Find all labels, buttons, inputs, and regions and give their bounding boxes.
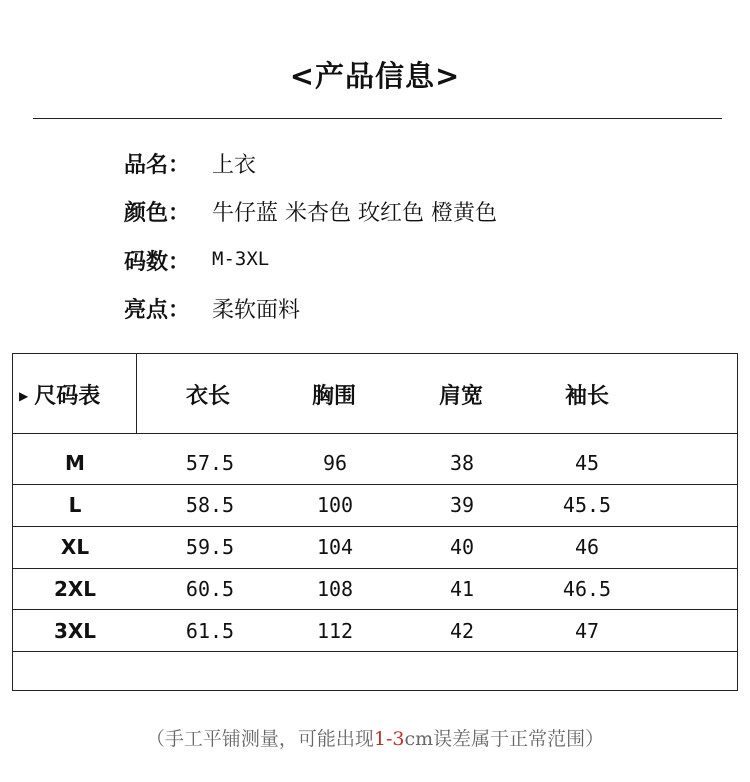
length-cell: 58.5 <box>185 493 235 517</box>
size-table-title <box>19 379 100 410</box>
size-value: M-3XL <box>212 248 270 270</box>
sleeve-cell: 47 <box>574 619 600 643</box>
size-label: 码数： <box>124 250 191 275</box>
chest-cell: 104 <box>316 535 354 559</box>
note-suffix: cm误差属于正常范围） <box>404 728 605 750</box>
size-table <box>12 353 738 691</box>
chest-cell: 96 <box>322 451 348 475</box>
row-divider <box>13 433 737 434</box>
col-header-length: 衣长 <box>185 384 230 409</box>
col-header-shoulder: 肩宽 <box>438 384 483 409</box>
highlight-value: 柔软面料 <box>212 298 301 323</box>
size-cell: XL <box>60 535 90 559</box>
name-label: 品名： <box>124 153 191 178</box>
chest-cell: 112 <box>316 619 354 643</box>
col-header-sleeve: 袖长 <box>564 384 609 409</box>
note-prefix: （手工平铺测量，可能出现 <box>145 728 374 750</box>
page-title: <产品信息> <box>289 59 461 93</box>
chest-cell: 100 <box>316 493 354 517</box>
size-cell: M <box>65 451 85 475</box>
color-label: 颜色： <box>124 201 191 226</box>
shoulder-cell: 41 <box>449 577 475 601</box>
color-value: 牛仔蓝 米杏色 玫红色 橙黄色 <box>212 201 497 226</box>
shoulder-cell: 39 <box>449 493 475 517</box>
size-cell: 2XL <box>53 577 97 601</box>
length-cell: 60.5 <box>185 577 235 601</box>
shoulder-cell: 38 <box>449 451 475 475</box>
length-cell: 59.5 <box>185 535 235 559</box>
col-header-chest: 胸围 <box>311 384 356 409</box>
row-divider <box>13 568 737 569</box>
header-divider <box>136 354 137 433</box>
size-cell: 3XL <box>53 619 97 643</box>
sleeve-cell: 45.5 <box>562 493 612 517</box>
note-range: 1-3 <box>373 728 405 750</box>
title-divider <box>33 118 722 119</box>
measurement-note <box>0 724 750 751</box>
sleeve-cell: 46.5 <box>562 577 612 601</box>
row-divider <box>13 609 737 610</box>
sleeve-cell: 45 <box>574 451 600 475</box>
size-cell: L <box>68 493 82 517</box>
row-divider <box>13 651 737 652</box>
shoulder-cell: 42 <box>449 619 475 643</box>
triangle-icon: ▶ <box>19 389 29 403</box>
name-value: 上衣 <box>212 153 257 178</box>
highlight-label: 亮点： <box>124 298 191 323</box>
length-cell: 61.5 <box>185 619 235 643</box>
size-table-title-text: 尺码表 <box>34 384 101 409</box>
length-cell: 57.5 <box>185 451 235 475</box>
row-divider <box>13 484 737 485</box>
shoulder-cell: 40 <box>449 535 475 559</box>
sleeve-cell: 46 <box>574 535 600 559</box>
row-divider <box>13 526 737 527</box>
chest-cell: 108 <box>316 577 354 601</box>
